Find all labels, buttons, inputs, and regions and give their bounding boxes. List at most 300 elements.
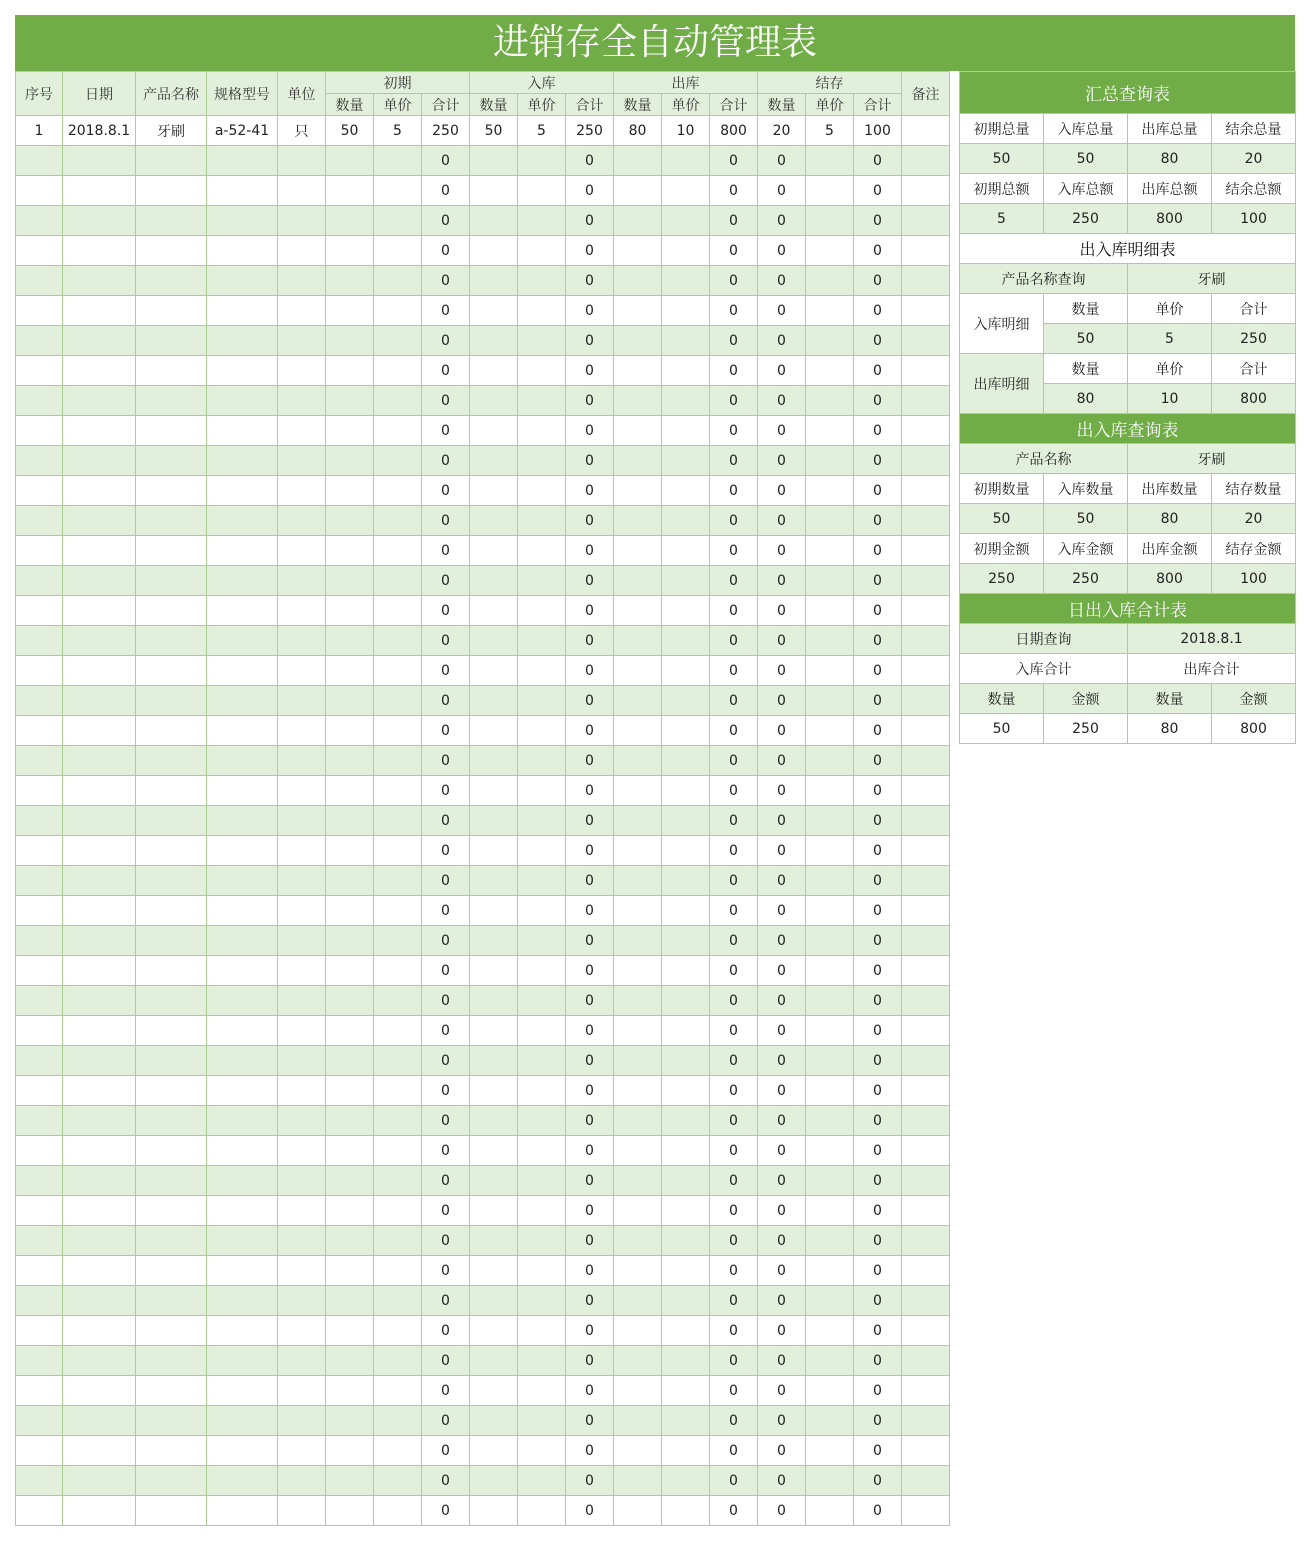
table-cell[interactable] (806, 1136, 854, 1166)
table-cell[interactable] (16, 596, 63, 626)
table-cell[interactable]: 0 (854, 596, 902, 626)
table-cell[interactable]: 0 (422, 836, 470, 866)
table-cell[interactable]: 0 (710, 296, 758, 326)
table-cell[interactable] (662, 386, 710, 416)
table-cell[interactable] (207, 536, 278, 566)
table-cell[interactable]: 0 (566, 266, 614, 296)
table-cell[interactable]: 0 (710, 1076, 758, 1106)
table-cell[interactable]: 0 (422, 1466, 470, 1496)
table-cell[interactable] (63, 1286, 136, 1316)
table-cell[interactable] (662, 986, 710, 1016)
table-cell[interactable]: 0 (422, 326, 470, 356)
table-cell[interactable]: 800 (710, 116, 758, 146)
table-cell[interactable] (614, 806, 662, 836)
table-cell[interactable] (63, 296, 136, 326)
table-cell[interactable]: 0 (710, 926, 758, 956)
table-cell[interactable] (207, 836, 278, 866)
table-cell[interactable] (63, 416, 136, 446)
table-cell[interactable] (16, 686, 63, 716)
table-cell[interactable]: 0 (854, 1286, 902, 1316)
table-cell[interactable] (278, 1436, 326, 1466)
table-cell[interactable] (662, 1166, 710, 1196)
table-cell[interactable] (326, 1286, 374, 1316)
table-cell[interactable] (278, 866, 326, 896)
table-cell[interactable] (16, 386, 63, 416)
table-cell[interactable] (518, 1166, 566, 1196)
table-cell[interactable] (806, 986, 854, 1016)
table-cell[interactable] (207, 776, 278, 806)
table-cell[interactable] (63, 326, 136, 356)
table-cell[interactable] (662, 626, 710, 656)
table-cell[interactable]: 0 (758, 1346, 806, 1376)
table-cell[interactable]: 0 (422, 686, 470, 716)
table-cell[interactable] (16, 746, 63, 776)
table-cell[interactable] (662, 146, 710, 176)
table-cell[interactable] (16, 1076, 63, 1106)
table-cell[interactable] (326, 326, 374, 356)
table-cell[interactable]: 0 (566, 1376, 614, 1406)
table-cell[interactable]: 0 (854, 806, 902, 836)
table-cell[interactable] (326, 1076, 374, 1106)
table-cell[interactable]: 0 (422, 896, 470, 926)
table-cell[interactable] (662, 296, 710, 326)
table-cell[interactable] (207, 1226, 278, 1256)
table-cell[interactable] (662, 896, 710, 926)
table-cell[interactable] (806, 836, 854, 866)
table-cell[interactable] (470, 176, 518, 206)
table-cell[interactable] (136, 176, 207, 206)
table-cell[interactable] (902, 146, 950, 176)
table-cell[interactable]: 0 (566, 1076, 614, 1106)
table-cell[interactable]: 0 (566, 1346, 614, 1376)
table-cell[interactable] (16, 536, 63, 566)
table-cell[interactable] (374, 806, 422, 836)
table-cell[interactable] (518, 176, 566, 206)
table-cell[interactable] (136, 656, 207, 686)
table-cell[interactable]: 0 (854, 476, 902, 506)
table-cell[interactable]: 0 (422, 986, 470, 1016)
table-cell[interactable] (136, 596, 207, 626)
table-cell[interactable]: 0 (566, 956, 614, 986)
table-cell[interactable] (902, 446, 950, 476)
table-cell[interactable]: 0 (566, 536, 614, 566)
table-cell[interactable] (326, 926, 374, 956)
table-cell[interactable]: 0 (710, 446, 758, 476)
table-cell[interactable] (614, 716, 662, 746)
table-cell[interactable] (470, 1286, 518, 1316)
table-cell[interactable] (806, 1346, 854, 1376)
table-cell[interactable]: 0 (758, 566, 806, 596)
table-cell[interactable]: 0 (710, 386, 758, 416)
table-cell[interactable] (614, 1376, 662, 1406)
table-cell[interactable] (470, 386, 518, 416)
table-cell[interactable] (326, 446, 374, 476)
table-cell[interactable] (136, 1226, 207, 1256)
table-cell[interactable] (326, 1106, 374, 1136)
table-cell[interactable]: 0 (758, 206, 806, 236)
table-cell[interactable]: 0 (710, 266, 758, 296)
table-cell[interactable] (63, 386, 136, 416)
table-cell[interactable]: 0 (422, 386, 470, 416)
table-cell[interactable]: 0 (710, 506, 758, 536)
table-cell[interactable] (16, 146, 63, 176)
table-cell[interactable] (207, 296, 278, 326)
table-cell[interactable]: 0 (758, 1226, 806, 1256)
table-cell[interactable] (16, 1286, 63, 1316)
table-cell[interactable] (902, 266, 950, 296)
table-cell[interactable] (326, 146, 374, 176)
table-cell[interactable] (902, 1166, 950, 1196)
table-cell[interactable] (374, 1496, 422, 1526)
table-cell[interactable] (614, 566, 662, 596)
table-cell[interactable]: 10 (662, 116, 710, 146)
table-cell[interactable]: 0 (854, 146, 902, 176)
table-cell[interactable] (278, 326, 326, 356)
table-cell[interactable] (902, 356, 950, 386)
table-cell[interactable] (902, 1286, 950, 1316)
table-cell[interactable] (207, 446, 278, 476)
table-cell[interactable] (207, 1106, 278, 1136)
table-cell[interactable] (470, 836, 518, 866)
table-cell[interactable] (662, 776, 710, 806)
table-cell[interactable] (278, 1046, 326, 1076)
table-cell[interactable] (374, 1256, 422, 1286)
table-cell[interactable]: 0 (758, 176, 806, 206)
table-cell[interactable]: 0 (854, 896, 902, 926)
table-cell[interactable]: 0 (758, 1046, 806, 1076)
table-cell[interactable] (902, 986, 950, 1016)
table-cell[interactable] (374, 776, 422, 806)
table-cell[interactable] (662, 866, 710, 896)
table-cell[interactable] (614, 626, 662, 656)
table-cell[interactable] (136, 1046, 207, 1076)
table-cell[interactable] (278, 386, 326, 416)
table-cell[interactable] (207, 1436, 278, 1466)
table-cell[interactable] (902, 176, 950, 206)
table-cell[interactable]: 0 (758, 1376, 806, 1406)
table-cell[interactable]: 0 (710, 1496, 758, 1526)
table-cell[interactable] (63, 866, 136, 896)
table-cell[interactable]: 0 (566, 206, 614, 236)
table-cell[interactable]: 0 (758, 1286, 806, 1316)
table-cell[interactable] (374, 566, 422, 596)
table-cell[interactable] (16, 1466, 63, 1496)
table-cell[interactable] (470, 1226, 518, 1256)
table-cell[interactable] (902, 686, 950, 716)
table-cell[interactable]: 0 (566, 716, 614, 746)
table-cell[interactable]: 0 (854, 1256, 902, 1286)
table-cell[interactable] (374, 1016, 422, 1046)
table-cell[interactable]: 80 (614, 116, 662, 146)
table-cell[interactable] (902, 1316, 950, 1346)
table-cell[interactable]: 0 (710, 866, 758, 896)
table-cell[interactable]: 0 (854, 656, 902, 686)
table-cell[interactable] (470, 1196, 518, 1226)
table-cell[interactable] (207, 1016, 278, 1046)
table-cell[interactable]: 0 (566, 386, 614, 416)
table-cell[interactable]: 0 (566, 866, 614, 896)
table-cell[interactable] (614, 896, 662, 926)
table-cell[interactable] (374, 1436, 422, 1466)
table-cell[interactable] (136, 1166, 207, 1196)
table-cell[interactable]: 0 (710, 1046, 758, 1076)
table-cell[interactable]: 0 (422, 1406, 470, 1436)
table-cell[interactable] (63, 1196, 136, 1226)
table-cell[interactable] (614, 356, 662, 386)
table-cell[interactable]: 0 (854, 566, 902, 596)
table-cell[interactable] (470, 446, 518, 476)
table-cell[interactable] (136, 1406, 207, 1436)
table-cell[interactable]: 0 (710, 896, 758, 926)
table-cell[interactable] (806, 446, 854, 476)
table-cell[interactable]: 0 (854, 1226, 902, 1256)
table-cell[interactable] (518, 1076, 566, 1106)
table-cell[interactable] (374, 416, 422, 446)
table-cell[interactable] (614, 1346, 662, 1376)
table-cell[interactable]: 0 (758, 716, 806, 746)
table-cell[interactable] (374, 1406, 422, 1436)
table-cell[interactable] (518, 476, 566, 506)
table-cell[interactable]: 0 (422, 356, 470, 386)
table-cell[interactable] (614, 506, 662, 536)
table-cell[interactable] (518, 386, 566, 416)
table-cell[interactable]: 0 (710, 1286, 758, 1316)
table-cell[interactable]: 0 (422, 806, 470, 836)
table-cell[interactable]: 0 (566, 836, 614, 866)
table-cell[interactable]: 0 (854, 356, 902, 386)
table-cell[interactable] (207, 1376, 278, 1406)
table-cell[interactable] (518, 806, 566, 836)
table-cell[interactable]: 0 (422, 566, 470, 596)
table-cell[interactable]: 0 (710, 656, 758, 686)
table-cell[interactable]: 0 (422, 266, 470, 296)
table-cell[interactable] (662, 1106, 710, 1136)
table-cell[interactable] (806, 476, 854, 506)
table-cell[interactable] (518, 1406, 566, 1436)
table-cell[interactable] (902, 926, 950, 956)
table-cell[interactable] (326, 1046, 374, 1076)
table-cell[interactable]: 0 (422, 1316, 470, 1346)
table-cell[interactable] (63, 536, 136, 566)
table-cell[interactable] (902, 386, 950, 416)
table-cell[interactable]: 0 (566, 1256, 614, 1286)
table-cell[interactable]: 0 (854, 1376, 902, 1406)
table-cell[interactable] (518, 926, 566, 956)
table-cell[interactable] (902, 1346, 950, 1376)
table-cell[interactable]: 0 (422, 926, 470, 956)
table-cell[interactable] (63, 1106, 136, 1136)
table-cell[interactable]: 0 (758, 266, 806, 296)
table-cell[interactable]: 0 (566, 596, 614, 626)
table-cell[interactable] (902, 206, 950, 236)
table-cell[interactable] (518, 446, 566, 476)
table-cell[interactable] (614, 536, 662, 566)
table-cell[interactable] (374, 896, 422, 926)
table-cell[interactable] (326, 1406, 374, 1436)
table-cell[interactable]: 0 (710, 236, 758, 266)
table-cell[interactable] (278, 806, 326, 836)
table-cell[interactable] (614, 1226, 662, 1256)
table-cell[interactable]: 0 (422, 146, 470, 176)
table-cell[interactable] (207, 506, 278, 536)
table-cell[interactable] (902, 416, 950, 446)
table-cell[interactable] (278, 146, 326, 176)
table-cell[interactable] (63, 926, 136, 956)
table-cell[interactable] (806, 326, 854, 356)
table-cell[interactable] (326, 1256, 374, 1286)
table-cell[interactable]: 0 (854, 716, 902, 746)
table-cell[interactable] (278, 896, 326, 926)
table-cell[interactable] (518, 776, 566, 806)
table-cell[interactable] (136, 566, 207, 596)
table-cell[interactable] (278, 416, 326, 446)
table-cell[interactable] (16, 656, 63, 686)
table-cell[interactable] (326, 266, 374, 296)
table-cell[interactable] (136, 836, 207, 866)
table-cell[interactable] (806, 1376, 854, 1406)
table-cell[interactable] (518, 1316, 566, 1346)
table-cell[interactable] (470, 506, 518, 536)
table-cell[interactable] (614, 986, 662, 1016)
table-cell[interactable] (902, 296, 950, 326)
table-cell[interactable]: 0 (710, 1016, 758, 1046)
table-cell[interactable]: 0 (854, 1076, 902, 1106)
table-cell[interactable] (518, 416, 566, 446)
table-cell[interactable] (806, 356, 854, 386)
table-cell[interactable] (662, 326, 710, 356)
table-cell[interactable] (662, 506, 710, 536)
table-cell[interactable] (806, 146, 854, 176)
table-cell[interactable] (207, 356, 278, 386)
table-cell[interactable] (63, 266, 136, 296)
table-cell[interactable]: 0 (422, 1256, 470, 1286)
table-cell[interactable] (902, 116, 950, 146)
table-cell[interactable] (207, 896, 278, 926)
table-cell[interactable] (662, 1226, 710, 1256)
table-cell[interactable] (662, 1046, 710, 1076)
table-cell[interactable] (326, 1136, 374, 1166)
table-cell[interactable] (470, 566, 518, 596)
detail-query-value[interactable]: 牙刷 (1128, 264, 1296, 294)
table-cell[interactable]: 0 (566, 416, 614, 446)
table-cell[interactable] (806, 1226, 854, 1256)
table-cell[interactable] (470, 1406, 518, 1436)
table-cell[interactable] (518, 506, 566, 536)
table-cell[interactable] (662, 1016, 710, 1046)
table-cell[interactable] (207, 926, 278, 956)
table-cell[interactable]: 0 (710, 176, 758, 206)
table-cell[interactable]: 0 (566, 986, 614, 1016)
table-cell[interactable] (278, 986, 326, 1016)
table-cell[interactable]: 0 (710, 626, 758, 656)
table-cell[interactable] (614, 1046, 662, 1076)
table-cell[interactable] (470, 296, 518, 326)
table-cell[interactable] (63, 746, 136, 776)
table-cell[interactable] (518, 1496, 566, 1526)
table-cell[interactable] (614, 1436, 662, 1466)
table-cell[interactable] (662, 596, 710, 626)
table-cell[interactable] (63, 836, 136, 866)
table-cell[interactable]: 0 (710, 1106, 758, 1136)
table-cell[interactable]: 0 (710, 686, 758, 716)
table-cell[interactable] (662, 566, 710, 596)
table-cell[interactable]: 0 (758, 806, 806, 836)
table-cell[interactable]: 0 (854, 416, 902, 446)
table-cell[interactable] (326, 1376, 374, 1406)
table-cell[interactable] (902, 626, 950, 656)
table-cell[interactable] (278, 446, 326, 476)
table-cell[interactable] (326, 716, 374, 746)
table-cell[interactable] (207, 1196, 278, 1226)
table-cell[interactable] (16, 206, 63, 236)
table-cell[interactable] (326, 506, 374, 536)
table-cell[interactable] (518, 146, 566, 176)
table-cell[interactable] (136, 1106, 207, 1136)
table-cell[interactable] (470, 1346, 518, 1376)
table-cell[interactable]: 0 (710, 1136, 758, 1166)
table-cell[interactable]: a-52-41 (207, 116, 278, 146)
table-cell[interactable] (136, 1196, 207, 1226)
table-cell[interactable] (16, 296, 63, 326)
table-cell[interactable]: 0 (422, 506, 470, 536)
table-cell[interactable] (902, 1016, 950, 1046)
table-cell[interactable] (470, 1166, 518, 1196)
table-cell[interactable]: 0 (710, 746, 758, 776)
table-cell[interactable] (806, 536, 854, 566)
table-cell[interactable] (16, 236, 63, 266)
table-cell[interactable] (518, 1016, 566, 1046)
table-cell[interactable]: 0 (422, 1376, 470, 1406)
table-cell[interactable] (470, 1046, 518, 1076)
table-cell[interactable] (662, 746, 710, 776)
table-cell[interactable] (136, 146, 207, 176)
table-cell[interactable] (326, 536, 374, 566)
table-cell[interactable] (806, 566, 854, 596)
table-cell[interactable] (614, 146, 662, 176)
table-cell[interactable] (662, 1406, 710, 1436)
table-cell[interactable] (902, 716, 950, 746)
table-cell[interactable] (136, 746, 207, 776)
table-cell[interactable]: 0 (854, 1196, 902, 1226)
table-cell[interactable] (136, 1016, 207, 1046)
table-cell[interactable] (662, 206, 710, 236)
table-cell[interactable] (63, 686, 136, 716)
table-cell[interactable] (614, 416, 662, 446)
table-cell[interactable] (902, 1376, 950, 1406)
table-cell[interactable] (16, 1436, 63, 1466)
table-cell[interactable]: 0 (710, 416, 758, 446)
table-cell[interactable] (470, 896, 518, 926)
table-cell[interactable]: 0 (854, 986, 902, 1016)
table-cell[interactable] (326, 776, 374, 806)
table-cell[interactable] (902, 836, 950, 866)
table-cell[interactable] (518, 1226, 566, 1256)
table-cell[interactable] (806, 896, 854, 926)
table-cell[interactable] (518, 836, 566, 866)
table-cell[interactable] (16, 476, 63, 506)
table-cell[interactable] (374, 1316, 422, 1346)
table-cell[interactable] (207, 1136, 278, 1166)
table-cell[interactable] (63, 1076, 136, 1106)
table-cell[interactable] (662, 1316, 710, 1346)
table-cell[interactable]: 0 (422, 1106, 470, 1136)
table-cell[interactable] (63, 506, 136, 536)
table-cell[interactable] (614, 1286, 662, 1316)
table-cell[interactable] (326, 386, 374, 416)
table-cell[interactable]: 0 (758, 1256, 806, 1286)
table-cell[interactable]: 0 (422, 716, 470, 746)
table-cell[interactable]: 0 (566, 626, 614, 656)
